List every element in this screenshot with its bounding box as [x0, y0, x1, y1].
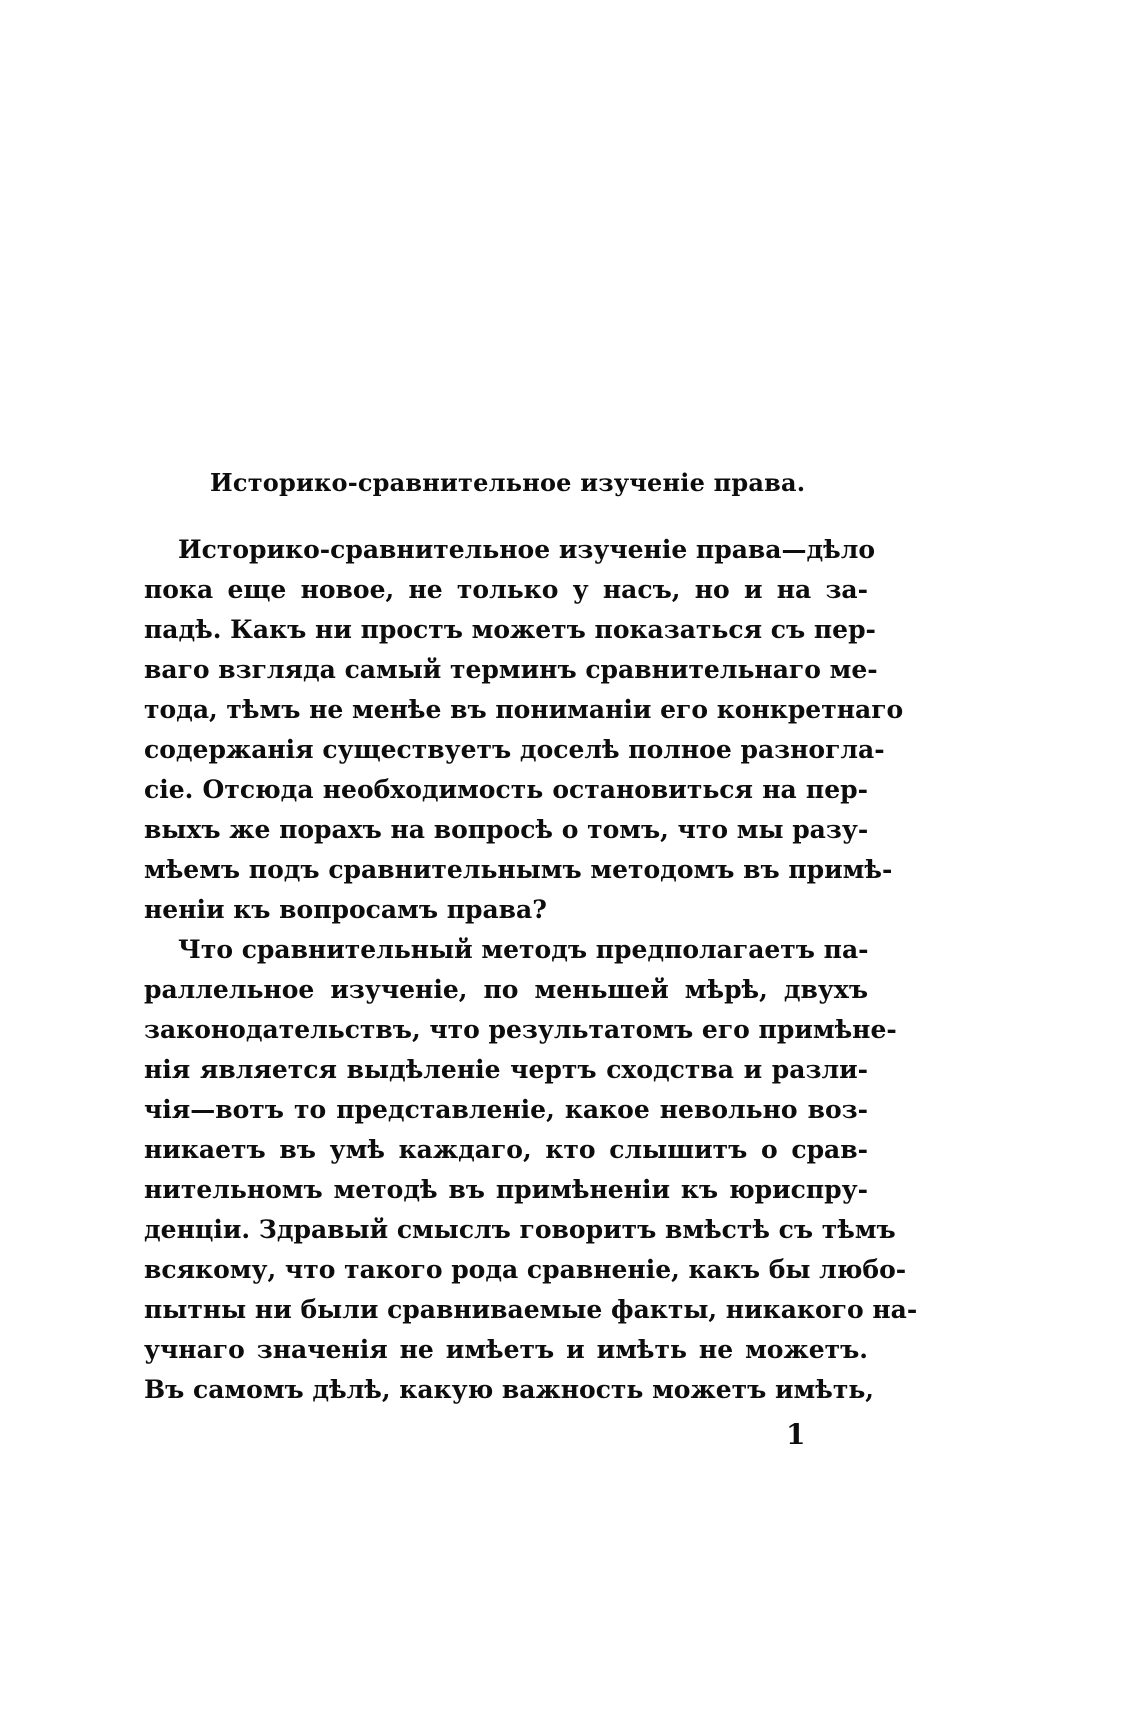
text-line: чія—вотъ то представленіе, какое невольно воз- — [144, 1095, 868, 1124]
text-line: раллельное изученіе, по меньшей мѣрѣ, двухъ — [144, 975, 868, 1004]
text-line: учнаго значенія не имѣетъ и имѣть не можетъ. — [144, 1335, 868, 1364]
text-line: пытны ни были сравниваемые факты, никакого на- — [144, 1295, 918, 1324]
text-line: нительномъ методѣ въ примѣненіи къ юриспру- — [144, 1175, 868, 1204]
text-line: Историко-сравнительное изученіе права—дѣло — [178, 535, 876, 564]
text-line: Что сравнительный методъ предполагаетъ па- — [178, 935, 869, 964]
chapter-title: Историко-сравнительное изученіе права. — [210, 468, 806, 497]
text-line: никаетъ въ умѣ каждаго, кто слышитъ о срав- — [144, 1135, 868, 1164]
text-line: тода, тѣмъ не менѣе въ пониманіи его конкретнаго — [144, 695, 904, 724]
text-line: содержанія существуетъ доселѣ полное разногла- — [144, 735, 885, 764]
text-line: Въ самомъ дѣлѣ, какую важность можетъ имѣть, — [144, 1375, 875, 1404]
text-line: падѣ. Какъ ни простъ можетъ показаться съ пер- — [144, 615, 876, 644]
text-line: законодательствъ, что результатомъ его примѣне- — [144, 1015, 897, 1044]
text-line: неніи къ вопросамъ права? — [144, 895, 547, 924]
text-line: пока еще новое, не только у насъ, но и на за- — [144, 575, 868, 604]
text-line: денціи. Здравый смыслъ говоритъ вмѣстѣ съ тѣмъ — [144, 1215, 896, 1244]
text-line: выхъ же порахъ на вопросѣ о томъ, что мы разу- — [144, 815, 869, 844]
text-line: нія является выдѣленіе чертъ сходства и разли- — [144, 1055, 868, 1084]
text-line: ваго взгляда самый терминъ сравнительнаго ме- — [144, 655, 878, 684]
text-line: сіе. Отсюда необходимость остановиться на пер- — [144, 775, 868, 804]
text-line: всякому, что такого рода сравненіе, какъ бы любо- — [144, 1255, 907, 1284]
page-number: 1 — [786, 1418, 806, 1451]
text-line: мѣемъ подъ сравнительнымъ методомъ въ примѣ- — [144, 855, 893, 884]
